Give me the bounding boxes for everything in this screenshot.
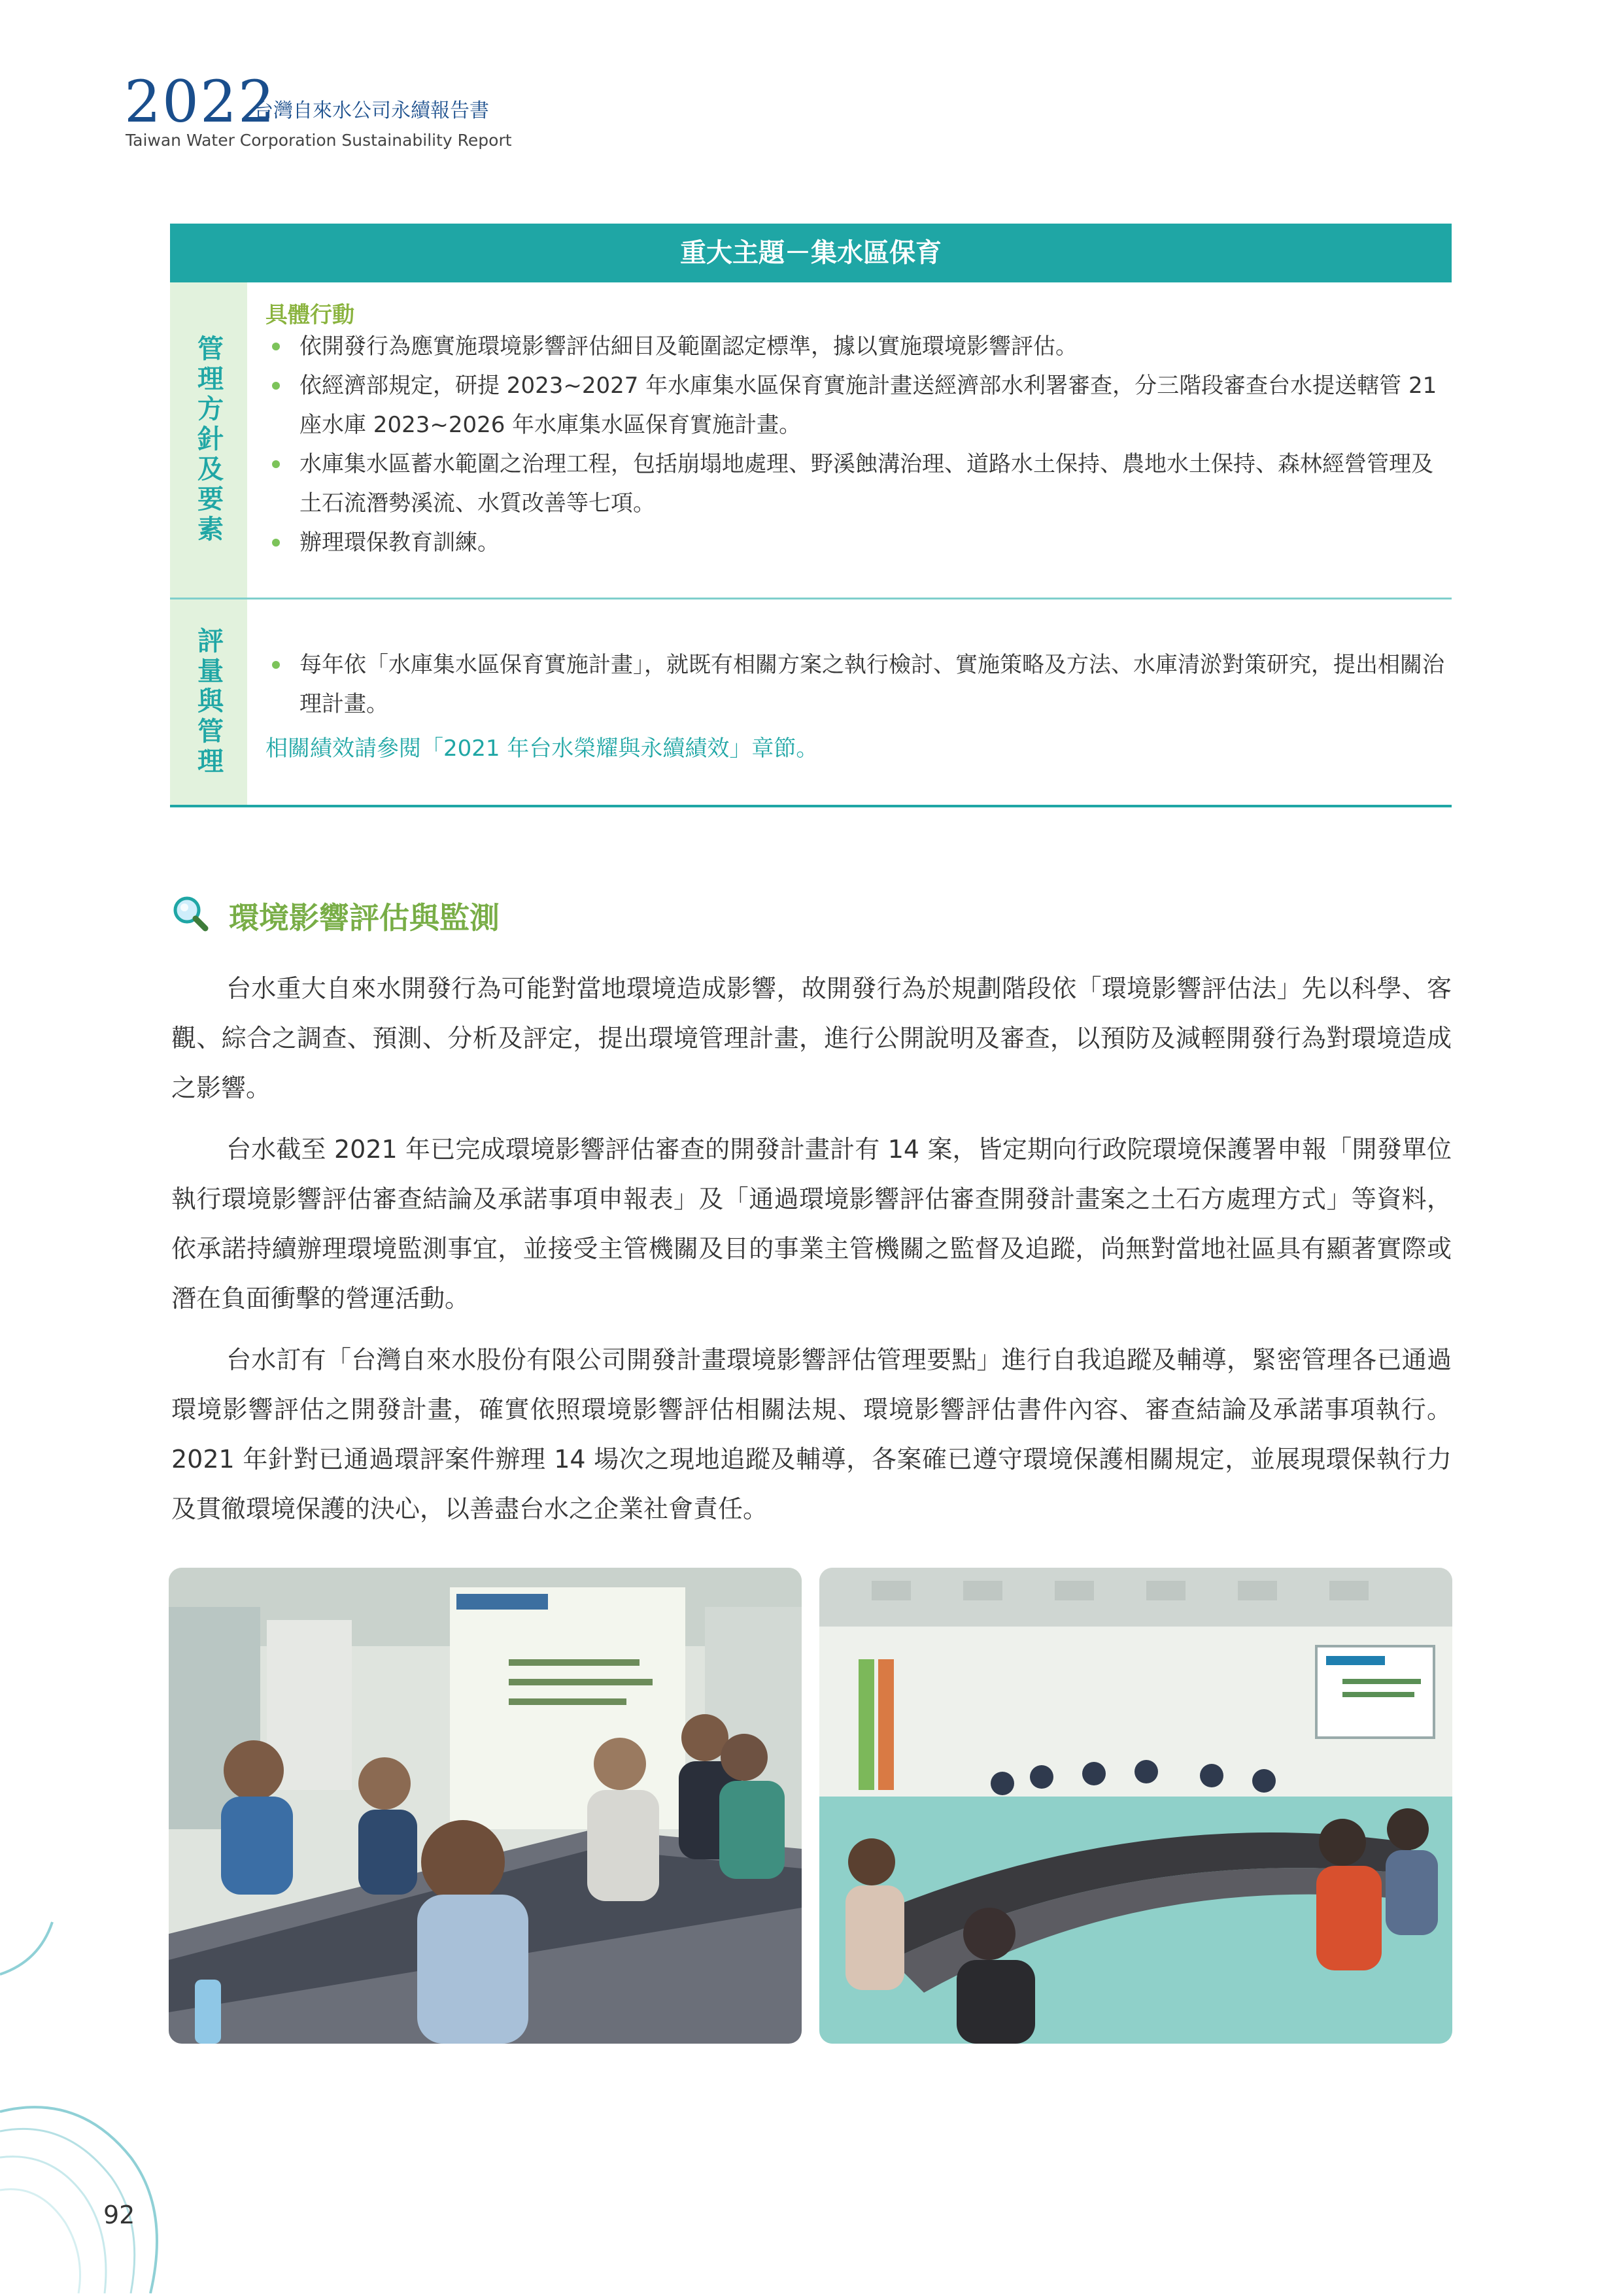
bullet-text: 依經濟部規定，研提 2023~2027 年水庫集水區保育實施計畫送經濟部水利署審查，分三階段審查台水提送轄管 21 座水庫 2023~2026 年水庫集水區保育實施計畫。 [299, 373, 1437, 438]
bullet-item [265, 327, 1452, 366]
meeting-photo-right [819, 1568, 1452, 2044]
report-title-en: Taiwan Water Corporation Sustainability Report [126, 131, 512, 150]
meeting-photo-left [169, 1568, 802, 2044]
magnifier-icon [171, 894, 209, 932]
body-paragraph: 台水訂有「台灣自來水股份有限公司開發計畫環境影響評估管理要點」進行自我追蹤及輔導，緊密管理各已通過環境影響評估之開發計畫，確實依照環境影響評估相關法規、環境影響評估書件內容、審查結論及承諾事項執行。2021 年針對已通過環評案件辦理 14 場次之現地追蹤及輔導，各案確已遵守環境保護相關規定，並展現環保執行力及貫徹環境保護的決心，以善盡台水之企業社會責任。 [171, 1345, 1452, 1523]
page-number: 92 [103, 2201, 135, 2229]
side-label-text: 管理方針及要素 [193, 335, 224, 545]
bullet-dot-icon [272, 343, 280, 350]
body-paragraph: 台水截至 2021 年已完成環境影響評估審查的開發計畫計有 14 案，皆定期向行政院環境保護署申報「開發單位執行環境影響評估審查結論及承諾事項申報表」及「通過環境影響評估審查開發計畫案之土石方處理方式」等資料，依承諾持續辦理環境監測事宜，並接受主管機關及目的事業主管機關之監督及追蹤，尚無對當地社區具有顯著實際或潛在負面衝擊的營運活動。 [171, 1135, 1452, 1313]
bullet-text: 每年依「水庫集水區保育實施計畫」，就既有相關方案之執行檢討、實施策略及方法、水庫清淤對策研究，提出相關治理計畫。 [299, 652, 1444, 717]
bullet-text: 依開發行為應實施環境影響評估細目及範圍認定標準，據以實施環境影響評估。 [299, 333, 1078, 360]
bullet-text: 水庫集水區蓄水範圍之治理工程，包括崩塌地處理、野溪蝕溝治理、道路水土保持、農地水土保持、森林經營管理及土石流潛勢溪流、水質改善等七項。 [299, 451, 1433, 516]
bullet-dot-icon [272, 460, 280, 468]
report-title-zh: 台灣自來水公司永續報告書 [254, 99, 489, 122]
bullet-item [265, 445, 1452, 523]
table-title: 重大主題－集水區保育 [170, 224, 1452, 282]
bullet-text: 辦理環保教育訓練。 [299, 530, 500, 556]
wave-decoration [0, 1896, 209, 2296]
row-content [247, 599, 1452, 805]
table-row-management [170, 282, 1452, 599]
side-label-text: 評量與管理 [193, 627, 224, 777]
row-content [247, 282, 1452, 598]
bullet-item [265, 645, 1452, 724]
row-subhead: 具體行動 [265, 302, 354, 328]
bullet-dot-icon [272, 661, 280, 669]
bullet-item [265, 523, 1452, 562]
section-title: 環境影響評估與監測 [229, 900, 500, 936]
bullet-dot-icon [272, 539, 280, 547]
performance-reference: 相關績效請參閱「2021 年台水榮耀與永續績效」章節。 [265, 735, 819, 762]
row-side-label [170, 282, 247, 598]
bullet-item [265, 366, 1452, 445]
bullet-dot-icon [272, 382, 280, 390]
table-row-evaluation [170, 599, 1452, 807]
row-side-label [170, 599, 247, 805]
report-year: 2022 [124, 68, 276, 135]
body-paragraph: 台水重大自來水開發行為可能對當地環境造成影響，故開發行為於規劃階段依「環境影響評估法」先以科學、客觀、綜合之調查、預測、分析及評定，提出環境管理計畫，進行公開說明及審查，以預防及減輕開發行為對環境造成之影響。 [171, 974, 1452, 1102]
material-topic-table [170, 224, 1452, 807]
